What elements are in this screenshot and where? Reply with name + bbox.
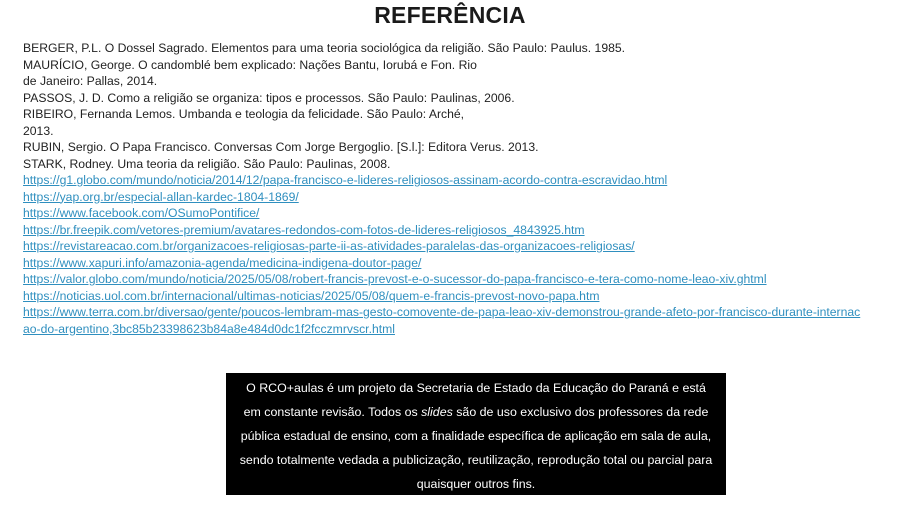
- disclaimer-emphasis: slides: [421, 405, 453, 419]
- reference-item: RIBEIRO, Fernanda Lemos. Umbanda e teologia da felicidade. São Paulo: Arché,: [23, 107, 465, 121]
- reference-item: MAURÍCIO, George. O candomblé bem explicado: Nações Bantu, Iorubá e Fon. Rio: [23, 57, 477, 72]
- reference-item: STARK, Rodney. Uma teoria da religião. São Paulo: Paulinas, 2008.: [23, 156, 391, 171]
- reference-link[interactable]: https://valor.globo.com/mundo/noticia/2025/05/08/robert-francis-prevost-e-o-sucessor-do-papa-francisco-e-tera-como-nome-leao-xiv.ghtml: [23, 272, 767, 286]
- reference-link[interactable]: https://noticias.uol.com.br/internacional/ultimas-noticias/2025/05/08/quem-e-francis-prevost-novo-papa.htm: [23, 288, 600, 303]
- reference-link[interactable]: https://www.terra.com.br/diversao/gente/poucos-lembram-mas-gesto-comovente-de-papa-leao-xiv-demonstrou-grande-afeto-por-francisco-durante-internacao-do-argentino,3bc85b23398623b84a8e484d0dc1f2fcczmrvscr.html: [23, 305, 861, 336]
- reference-link[interactable]: https://br.freepik.com/vetores-premium/avatares-redondos-com-fotos-de-lideres-religiosos_4843925.htm: [23, 222, 585, 237]
- reference-link[interactable]: https://g1.globo.com/mundo/noticia/2014/12/papa-francisco-e-lideres-religiosos-assinam-acordo-contra-escravidao.html: [23, 173, 668, 187]
- reference-item: 2013.: [23, 123, 54, 138]
- reference-item: PASSOS, J. D. Como a religião se organiza: tipos e processos. São Paulo: Paulinas, 2006.: [23, 90, 515, 105]
- reference-item: de Janeiro: Pallas, 2014.: [23, 74, 158, 88]
- reference-list: [23, 40, 883, 337]
- reference-link[interactable]: https://yap.org.br/especial-allan-kardec-1804-1869/: [23, 189, 299, 204]
- reference-link[interactable]: https://www.xapuri.info/amazonia-agenda/medicina-indigena-doutor-page/: [23, 255, 422, 270]
- page-title: REFERÊNCIA: [374, 2, 526, 28]
- disclaimer-text: O RCO+aulas é um projeto da Secretaria de Estado da Educação do Paraná e está em constante revisão. Todos os: [243, 381, 706, 419]
- reference-link[interactable]: https://www.facebook.com/OSumoPontifice/: [23, 206, 260, 220]
- reference-link[interactable]: https://revistareacao.com.br/organizacoes-religiosas-parte-ii-as-atividades-paralelas-das-organizacoes-religiosas/: [23, 239, 635, 253]
- reference-item: BERGER, P.L. O Dossel Sagrado. Elementos para uma teoria sociológica da religião. São Paulo: Paulus. 1985.: [23, 41, 626, 55]
- reference-item: RUBIN, Sergio. O Papa Francisco. Conversas Com Jorge Bergoglio. [S.l.]: Editora Verus. 2013.: [23, 140, 539, 154]
- disclaimer-box: [226, 373, 726, 495]
- disclaimer-text: são de uso exclusivo dos professores da rede pública estadual de ensino, com a finalidade específica de aplicação em sala de aula, sendo totalmente vedada a publicização, reutilização, reprodução total ou parcial para quaisquer outros fins.: [239, 405, 713, 491]
